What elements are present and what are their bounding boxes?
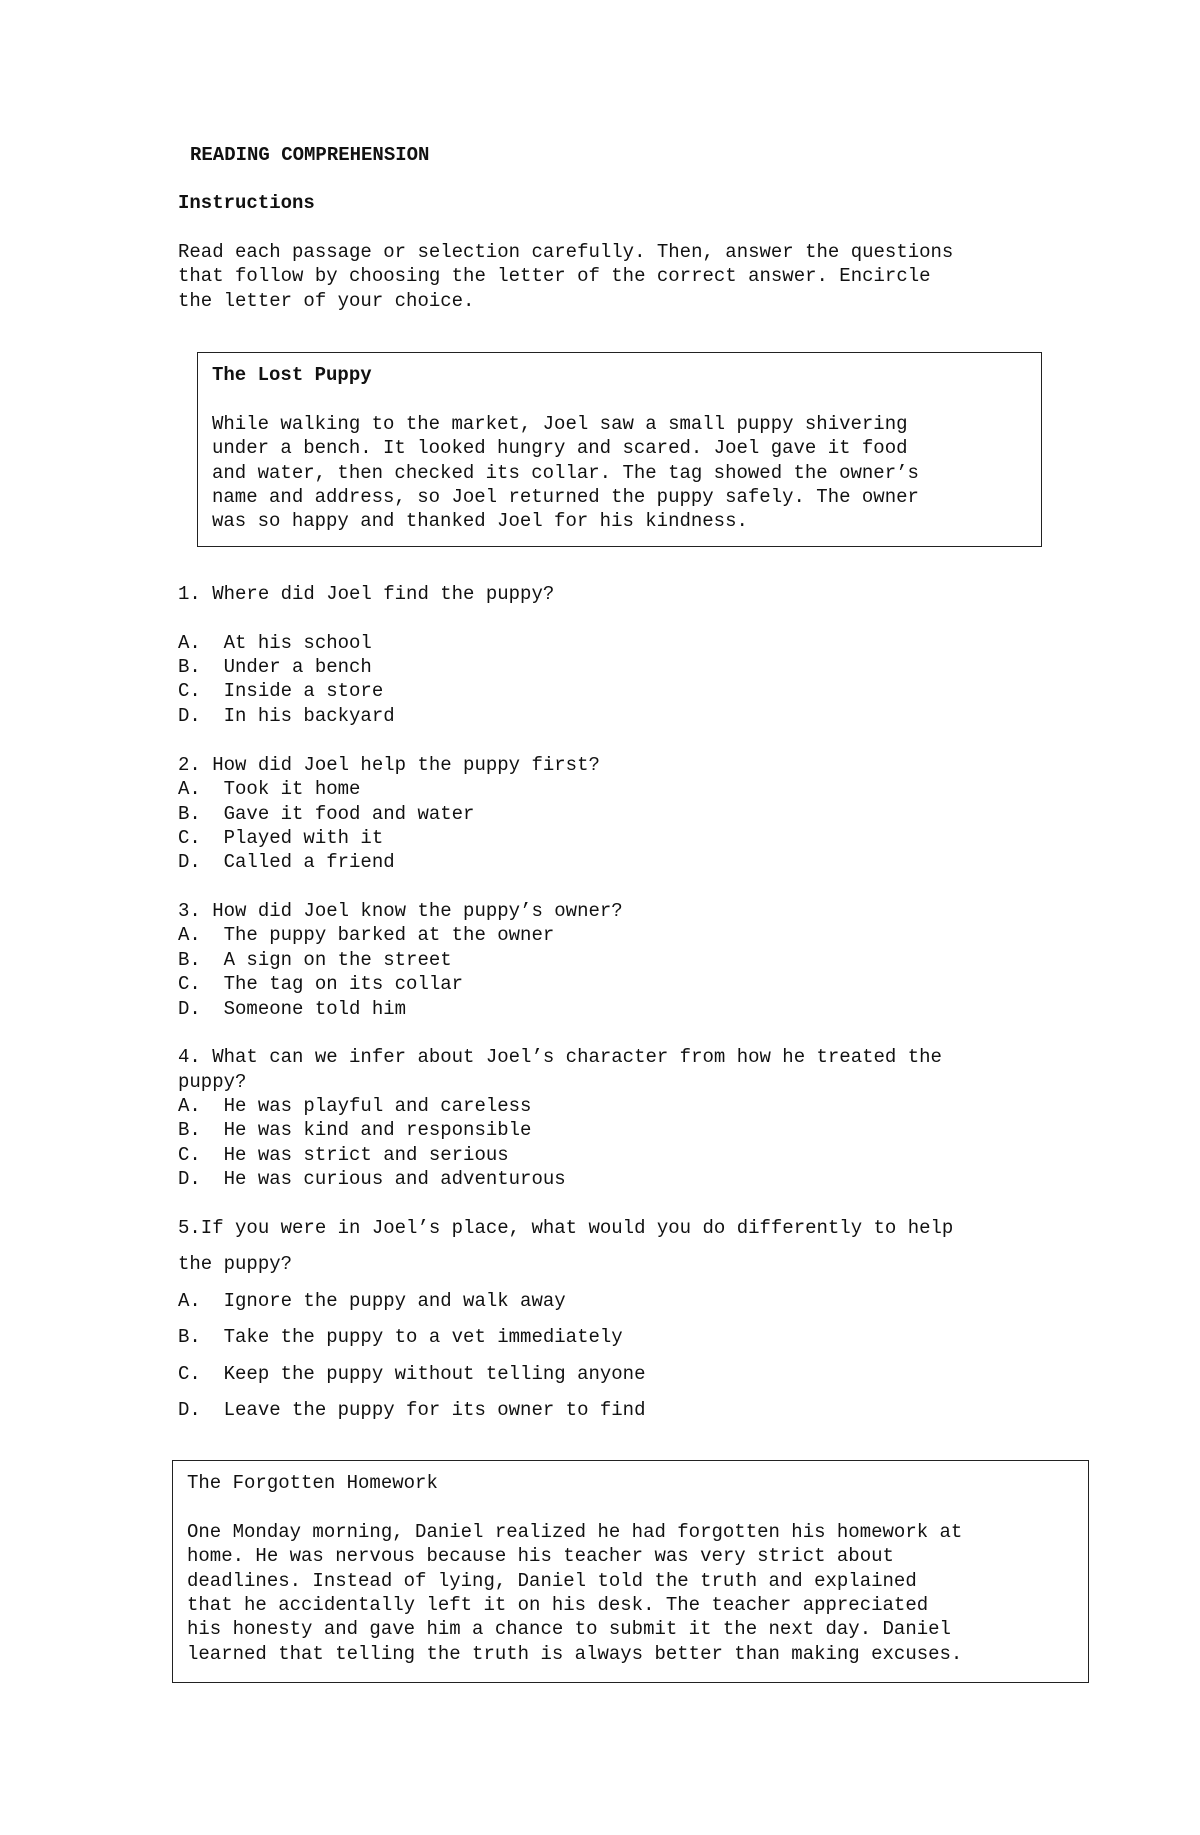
answer-option: C. Inside a store <box>178 680 384 702</box>
answer-option: B. Under a bench <box>178 656 372 678</box>
answer-option: C. Keep the puppy without telling anyone <box>178 1363 646 1385</box>
instructions-line: Read each passage or selection carefully. Then, answer the questions <box>178 241 954 263</box>
passage-line: his honesty and gave him a chance to submit it the next day. Daniel <box>187 1618 951 1640</box>
answer-option: A. The puppy barked at the owner <box>178 924 555 946</box>
question-stem: 1. Where did Joel find the puppy? <box>178 583 555 605</box>
passage-line: that he accidentally left it on his desk. The teacher appreciated <box>187 1594 929 1616</box>
question-stem: puppy? <box>178 1071 247 1093</box>
answer-option: D. Called a friend <box>178 851 395 873</box>
question-stem: the puppy? <box>178 1253 293 1275</box>
passage-title: The Forgotten Homework <box>187 1472 438 1494</box>
passage-line: home. He was nervous because his teacher was very strict about <box>187 1545 894 1567</box>
answer-option: D. In his backyard <box>178 705 395 727</box>
answer-option: A. Took it home <box>178 778 361 800</box>
question-stem: 4. What can we infer about Joel’s character from how he treated the <box>178 1046 942 1068</box>
answer-option: C. Played with it <box>178 827 384 849</box>
answer-option: C. The tag on its collar <box>178 973 464 995</box>
passage-line: name and address, so Joel returned the puppy safely. The owner <box>212 486 919 508</box>
answer-option: D. Someone told him <box>178 998 407 1020</box>
passage-title: The Lost Puppy <box>212 364 372 386</box>
instructions-heading: Instructions <box>178 192 315 214</box>
document-title: READING COMPREHENSION <box>190 144 430 166</box>
passage-line: under a bench. It looked hungry and scared. Joel gave it food <box>212 437 908 459</box>
passage-line: and water, then checked its collar. The tag showed the owner’s <box>212 462 919 484</box>
answer-option: A. At his school <box>178 632 372 654</box>
question-stem: 5.If you were in Joel’s place, what would you do differently to help <box>178 1217 954 1239</box>
answer-option: C. He was strict and serious <box>178 1144 509 1166</box>
answer-option: B. A sign on the street <box>178 949 452 971</box>
answer-option: B. Take the puppy to a vet immediately <box>178 1326 623 1348</box>
instructions-line: the letter of your choice. <box>178 290 475 312</box>
passage-line: While walking to the market, Joel saw a small puppy shivering <box>212 413 908 435</box>
question-stem: 3. How did Joel know the puppy’s owner? <box>178 900 623 922</box>
passage-line: learned that telling the truth is always better than making excuses. <box>187 1643 963 1665</box>
answer-option: B. Gave it food and water <box>178 803 475 825</box>
passage-line: deadlines. Instead of lying, Daniel told the truth and explained <box>187 1570 917 1592</box>
answer-option: D. He was curious and adventurous <box>178 1168 566 1190</box>
answer-option: B. He was kind and responsible <box>178 1119 532 1141</box>
answer-option: A. He was playful and careless <box>178 1095 532 1117</box>
instructions-line: that follow by choosing the letter of the correct answer. Encircle <box>178 265 931 287</box>
answer-option: A. Ignore the puppy and walk away <box>178 1290 566 1312</box>
question-stem: 2. How did Joel help the puppy first? <box>178 754 600 776</box>
passage-line: One Monday morning, Daniel realized he had forgotten his homework at <box>187 1521 963 1543</box>
answer-option: D. Leave the puppy for its owner to find <box>178 1399 646 1421</box>
passage-line: was so happy and thanked Joel for his kindness. <box>212 510 748 532</box>
